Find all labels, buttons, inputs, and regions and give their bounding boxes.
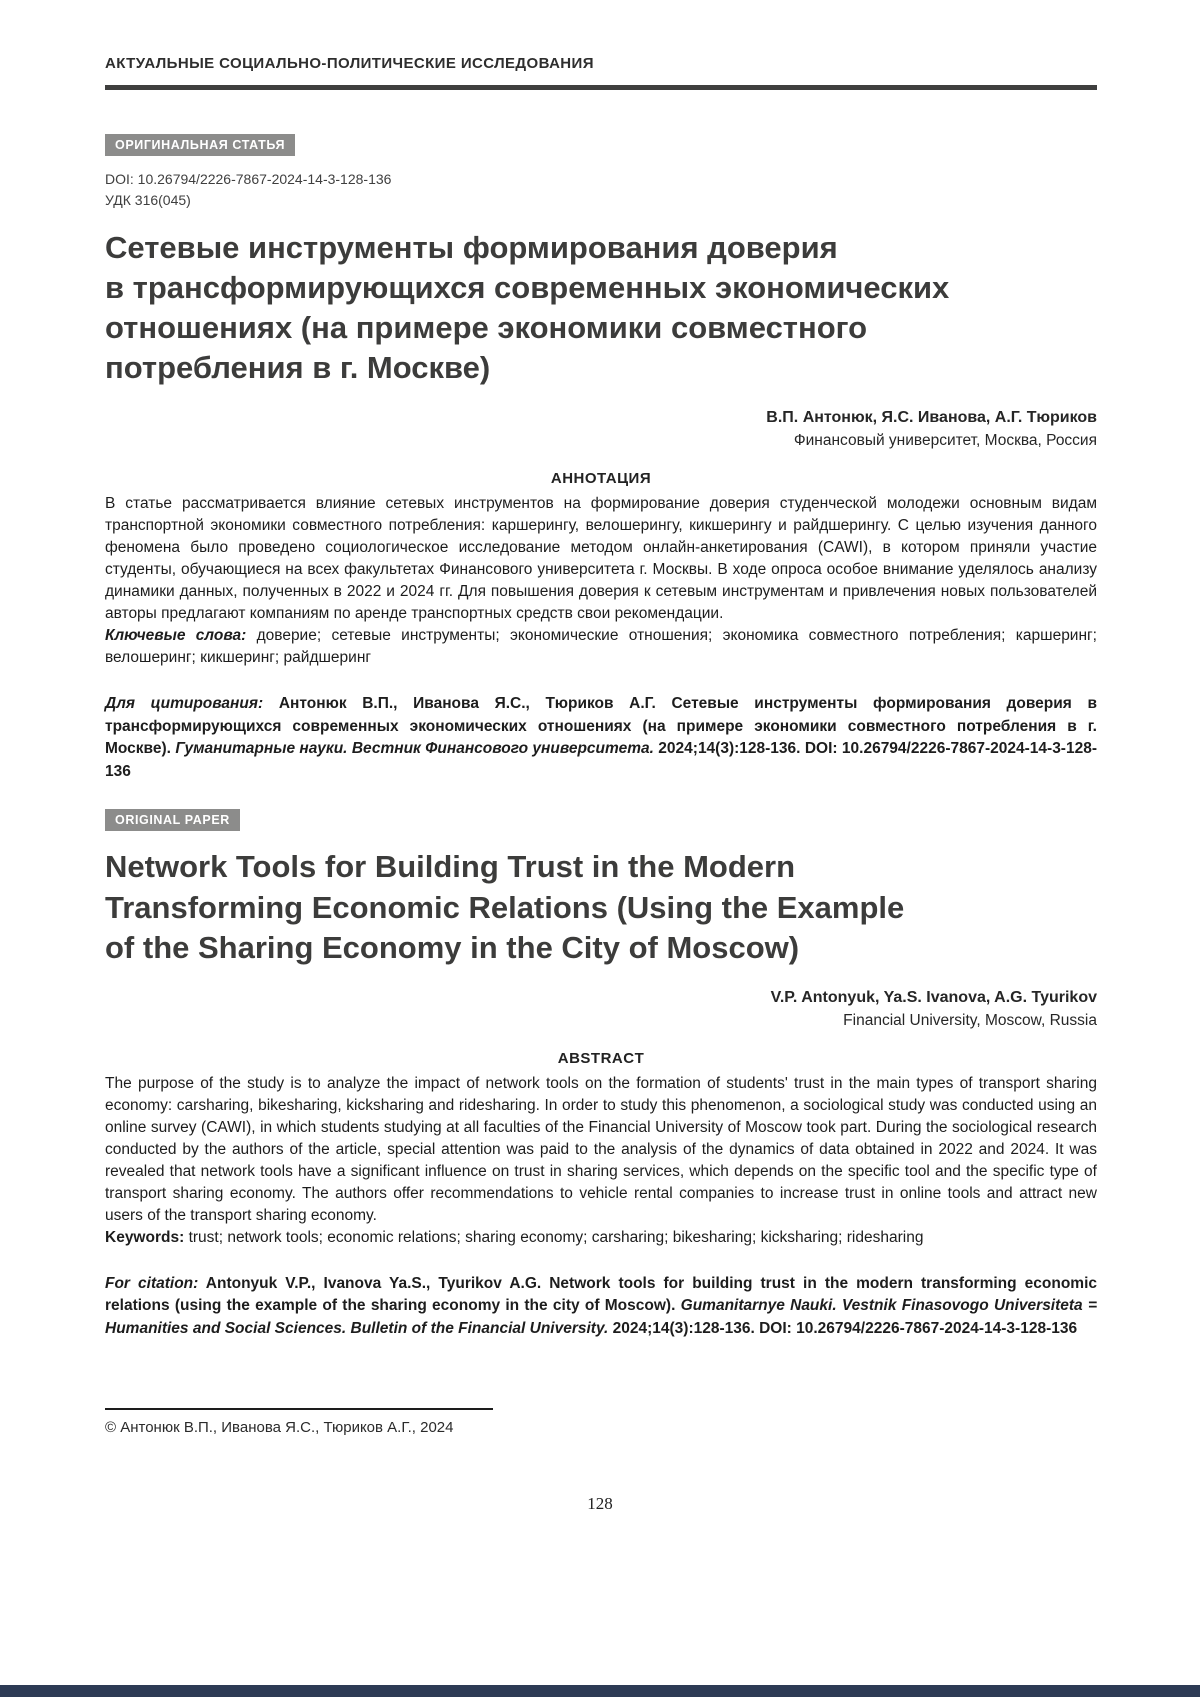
- abstract-text-ru: В статье рассматривается влияние сетевых инструментов на формирование доверия студенческой молодежи основным видам транспортной экономики совместного потребления: каршерингу, велошерингу, кикшерингу и райдшерингу. С целью изучения данного феномена было проведено социологическое исследование методом онлайн-анкетирования (CAWI), в котором приняли участие студенты, обучающиеся на всех факультетах Финансового университета г. Москвы. В ходе опроса особое внимание уделялось анализу динамики данных, полученных в 2022 и 2024 гг. Для повышения доверия к сетевым инструментам и привлечения новых пользователей авторы предлагают компаниям по аренде транспортных средств свои рекомендации.: [105, 495, 1097, 623]
- doi-line: DOI: 10.26794/2226-7867-2024-14-3-128-136: [105, 171, 392, 187]
- affiliation-en: Financial University, Moscow, Russia: [843, 1012, 1097, 1030]
- abstract-heading-en: ABSTRACT: [557, 1050, 645, 1068]
- citation-journal-en: Gumanitarnye Nauki. Vestnik Finasovogo Universiteta = Humanities and Social Sciences. Bulletin of the Financial University.: [105, 1297, 1097, 1337]
- bottom-accent-bar: [0, 1685, 1200, 1697]
- abstract-heading-ru: АННОТАЦИЯ: [550, 470, 652, 488]
- citation-tail-en: 2024;14(3):128-136. DOI: 10.26794/2226-7867-2024-14-3-128-136: [612, 1319, 1078, 1337]
- copyright-block: [105, 1408, 525, 1436]
- affiliation-ru: Финансовый университет, Москва, Россия: [793, 432, 1097, 450]
- abstract-text-en: The purpose of the study is to analyze the impact of network tools on the formation of students' trust in the main types of transport sharing economy: carsharing, bikesharing, kicksharing and ridesharing. In order to study this phenomenon, a sociological study was conducted using an online survey (CAWI), in which students studying at all faculties of the Financial University of Moscow took part. During the sociological research conducted by the authors of the article, special attention was paid to the analysis of the dynamics of data obtained in 2022 and 2024. It was revealed that network tools have a significant influence on trust in sharing services, which depends on the specific tool and the specific type of transport sharing economy. The authors offer recommendations to vehicle rental companies to increase trust in online tools and attract new users of the transport sharing economy.: [105, 1075, 1097, 1225]
- article-meta: [105, 169, 1097, 212]
- citation-body-en: Antonyuk V.P., Ivanova Ya.S., Tyurikov A.G. Network tools for building trust in the modern transforming economic relations (using the example of the sharing economy in the city of Moscow).: [105, 1275, 1097, 1315]
- copyright-text: © Антонюк В.П., Иванова Я.С., Тюриков А.Г., 2024: [105, 1419, 454, 1436]
- udk-line: УДК 316(045): [105, 192, 191, 209]
- citation-label-en: For citation:: [105, 1275, 199, 1293]
- page-header: [105, 55, 1097, 90]
- citation-body-ru: Антонюк В.П., Иванова Я.С., Тюриков А.Г. Сетевые инструменты формирования доверия в трансформирующихся современных экономических отношениях (на примере экономики совместного потребления в г. Москве).: [105, 695, 1097, 758]
- keywords-ru: [105, 625, 1097, 669]
- authors-en: V.P. Antonyuk, Ya.S. Ivanova, A.G. Tyurikov: [770, 989, 1097, 1007]
- article-title-ru: Сетевые инструменты формирования доверия в трансформирующихся современных экономических отношениях (на примере экономики совместного потребления в г. Москве): [105, 229, 950, 386]
- citation-label-ru: Для цитирования:: [105, 695, 264, 713]
- article-type-badge-en: ORIGINAL PAPER: [105, 809, 240, 831]
- running-head: АКТУАЛЬНЫЕ СОЦИАЛЬНО-ПОЛИТИЧЕСКИЕ ИССЛЕДОВАНИЯ: [105, 55, 594, 72]
- keywords-text-en: trust; network tools; economic relations; sharing economy; carsharing; bikesharing; kicksharing; ridesharing: [188, 1229, 924, 1247]
- keywords-text-ru: доверие; сетевые инструменты; экономические отношения; экономика совместного потребления; каршеринг; велошеринг; кикшеринг; райдшеринг: [105, 627, 1097, 667]
- copyright-rule: [105, 1408, 493, 1410]
- citation-tail-ru: 2024;14(3):128-136. DOI: 10.26794/2226-7867-2024-14-3-128-136: [105, 740, 1097, 780]
- keywords-label-ru: Ключевые слова:: [105, 627, 247, 645]
- russian-section: [105, 90, 1097, 783]
- authors-ru: В.П. Антонюк, Я.С. Иванова, А.Г. Тюриков: [766, 409, 1097, 427]
- article-type-badge-ru: ОРИГИНАЛЬНАЯ СТАТЬЯ: [105, 134, 295, 156]
- citation-en: [105, 1273, 1097, 1340]
- english-section: [105, 783, 1097, 1340]
- citation-journal-ru: Гуманитарные науки. Вестник Финансового университета.: [175, 740, 654, 758]
- page-number: 128: [587, 1494, 613, 1513]
- article-title-en: Network Tools for Building Trust in the Modern Transforming Economic Relations (Using the Example of the Sharing Economy in the City of Moscow): [105, 849, 905, 965]
- keywords-en: [105, 1227, 1097, 1249]
- keywords-label-en: Keywords:: [105, 1229, 185, 1247]
- citation-ru: [105, 693, 1097, 783]
